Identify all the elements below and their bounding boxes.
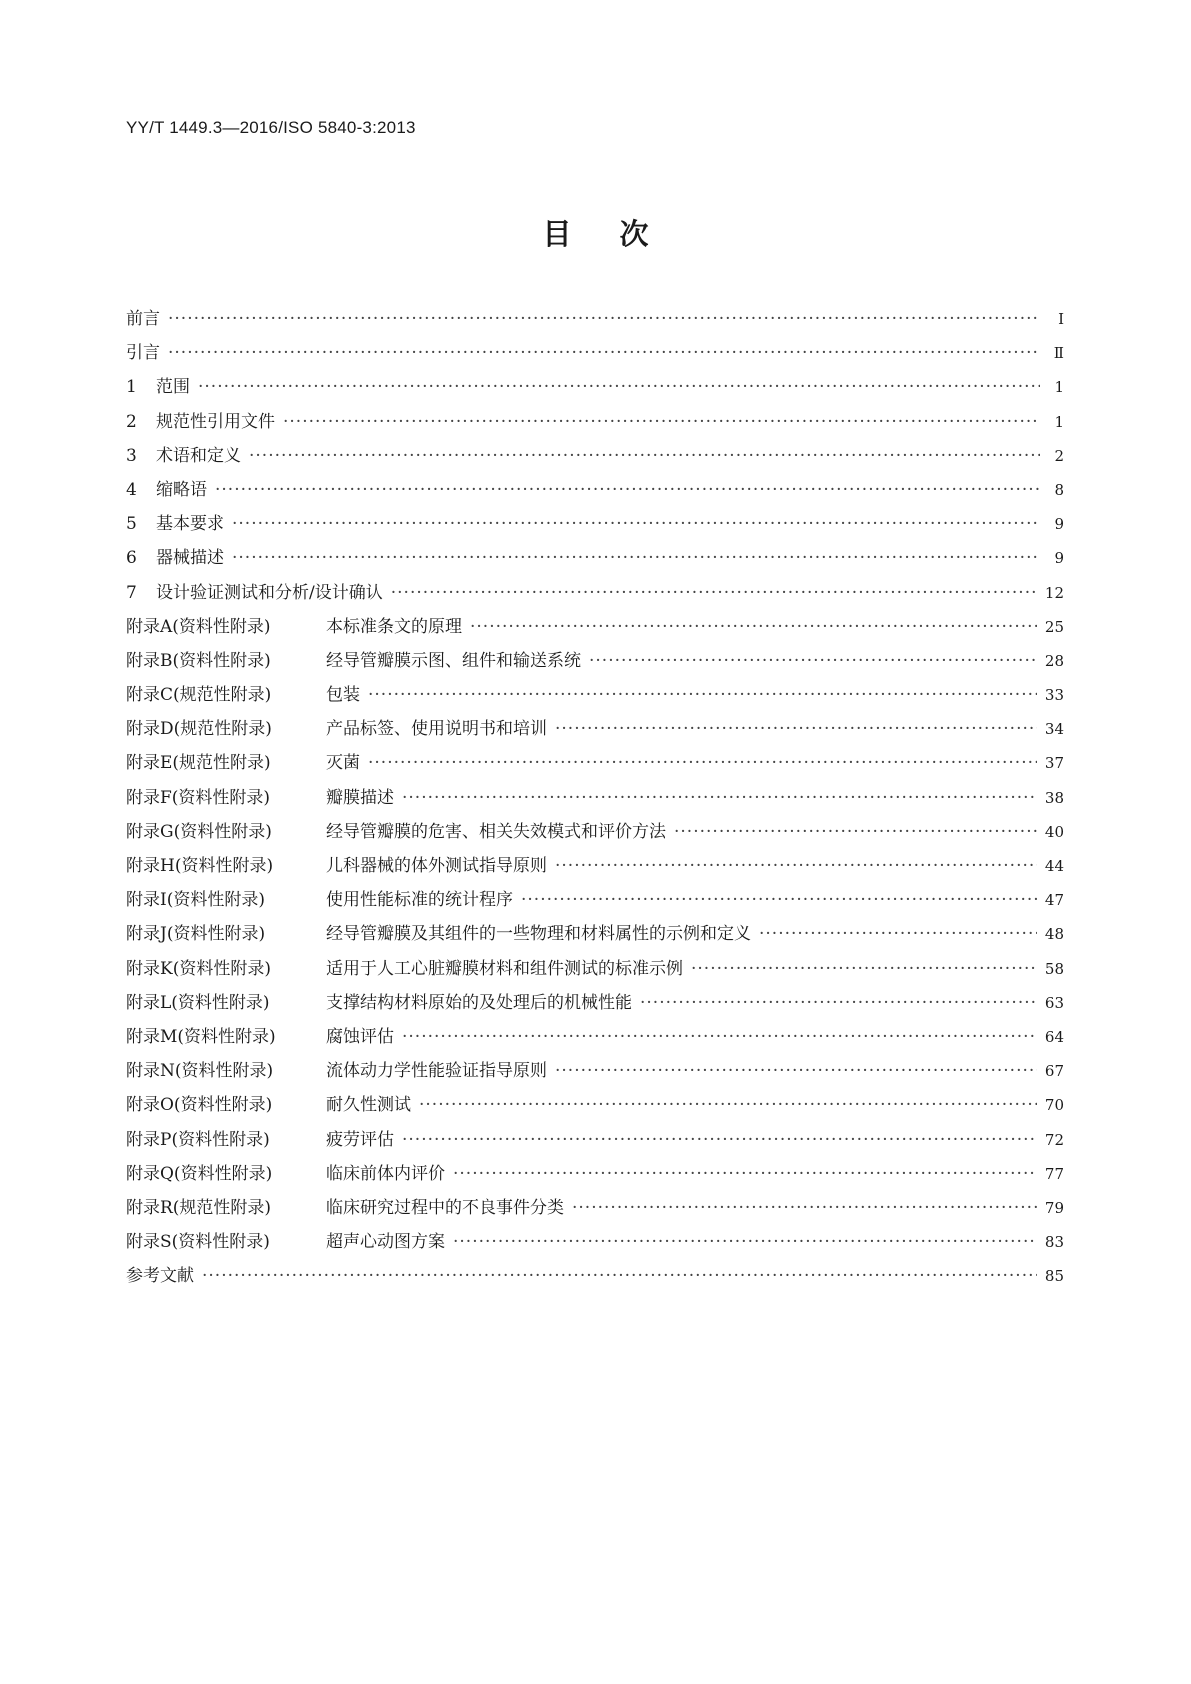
toc-page-number: 77 [1044, 1164, 1064, 1183]
toc-entry-label [126, 1020, 394, 1054]
toc-entry-label [126, 473, 207, 507]
toc-annex-designation: 附录A(资料性附录) [126, 616, 271, 637]
toc-leader-dots [391, 576, 1037, 610]
toc-page-number: 38 [1044, 788, 1064, 807]
toc-page-number: Ⅰ [1058, 310, 1064, 328]
toc-entry[interactable] [126, 1259, 1064, 1293]
toc-annex-designation: 附录O(资料性附录) [126, 1095, 273, 1116]
toc-entry[interactable] [126, 1123, 1064, 1157]
toc-entry-title: 缩略语 [156, 479, 207, 500]
toc-page-number: 12 [1044, 583, 1064, 602]
toc-leader-dots [368, 746, 1037, 780]
toc-entry[interactable] [126, 576, 1064, 610]
toc-annex-designation: 附录E(规范性附录) [126, 753, 271, 774]
toc-entry-title: 流体动力学性能验证指导原则 [326, 1061, 547, 1082]
toc-page-number: 58 [1044, 959, 1064, 978]
toc-annex-designation: 附录C(规范性附录) [126, 685, 272, 706]
toc-entry-title: 临床前体内评价 [326, 1163, 445, 1184]
toc-leader-dots [470, 610, 1037, 644]
toc-entry-label [126, 712, 547, 746]
toc-page-number: 8 [1054, 480, 1064, 499]
toc-page-number: 1 [1054, 412, 1064, 431]
toc-entry[interactable] [126, 849, 1064, 883]
toc-entry-label [126, 541, 224, 575]
toc-entry-title: 使用性能标准的统计程序 [326, 890, 513, 911]
toc-entry-title: 经导管瓣膜示图、组件和输送系统 [326, 650, 581, 671]
toc-entry-label [126, 781, 394, 815]
toc-page-number: 9 [1054, 549, 1064, 568]
toc-clause-number: 7 [126, 582, 137, 603]
toc-entry[interactable] [126, 712, 1064, 746]
toc-page-number: 37 [1044, 754, 1064, 773]
toc-entry[interactable] [126, 1191, 1064, 1225]
toc-entry-title: 超声心动图方案 [326, 1232, 445, 1253]
toc-leader-dots [555, 849, 1037, 883]
toc-entry-title: 本标准条文的原理 [326, 616, 462, 637]
toc-leader-dots [640, 986, 1037, 1020]
toc-annex-designation: 附录I(资料性附录) [126, 890, 265, 911]
toc-clause-number: 3 [126, 445, 137, 466]
toc-entry[interactable] [126, 610, 1064, 644]
toc-leader-dots [402, 1123, 1037, 1157]
toc-leader-dots [419, 1088, 1037, 1122]
toc-entry-title: 术语和定义 [156, 445, 241, 466]
toc-page-number: 34 [1044, 720, 1064, 739]
toc-page-number: 33 [1044, 686, 1064, 705]
toc-annex-designation: 附录L(资料性附录) [126, 992, 270, 1013]
toc-leader-dots [402, 1020, 1037, 1054]
toc-entry[interactable] [126, 439, 1064, 473]
toc-entry-label [126, 1157, 445, 1191]
toc-entry-label [126, 1191, 564, 1225]
toc-entry[interactable] [126, 746, 1064, 780]
toc-clause-number: 4 [126, 479, 137, 500]
toc-leader-dots [572, 1191, 1037, 1225]
toc-entry-label [126, 610, 462, 644]
toc-leader-dots [215, 473, 1040, 507]
toc-entry-title: 儿科器械的体外测试指导原则 [326, 856, 547, 876]
toc-annex-designation: 附录Q(资料性附录) [126, 1163, 273, 1184]
toc-annex-designation: 附录N(资料性附录) [126, 1061, 274, 1082]
toc-annex-designation: 附录J(资料性附录) [126, 924, 266, 945]
page-title: 目次 [542, 217, 697, 251]
toc-entry[interactable] [126, 541, 1064, 575]
toc-entry-label [126, 576, 383, 610]
toc-entry-title: 范围 [156, 377, 190, 398]
toc-page-number: 79 [1044, 1198, 1064, 1217]
toc-entry-title: 规范性引用文件 [156, 411, 275, 432]
toc-entry-title: 适用于人工心脏瓣膜材料和组件测试的标准示例 [326, 958, 683, 979]
toc-entry[interactable] [126, 507, 1064, 541]
toc-annex-designation: 附录H(资料性附录) [126, 856, 274, 876]
toc-entry-label [126, 1259, 194, 1293]
toc-entry-title: 基本要求 [156, 514, 224, 535]
toc-entry-label [126, 507, 224, 541]
toc-entry[interactable] [126, 781, 1064, 815]
toc-entry-label [126, 1225, 445, 1259]
toc-entry[interactable] [126, 1088, 1064, 1122]
toc-page-number: 1 [1054, 378, 1064, 397]
toc-page-number: 67 [1044, 1062, 1064, 1081]
toc-leader-dots [691, 952, 1037, 986]
toc-page-number: 25 [1044, 617, 1064, 636]
toc-entry-title: 引言 [126, 343, 160, 364]
toc-leader-dots [674, 815, 1037, 849]
table-of-contents [126, 302, 1064, 1293]
toc-entry-label [126, 1054, 547, 1088]
toc-page-number: 40 [1044, 822, 1064, 841]
toc-entry-title: 临床研究过程中的不良事件分类 [326, 1197, 564, 1218]
toc-page-number: 2 [1054, 446, 1064, 465]
toc-leader-dots [249, 439, 1040, 473]
toc-entry[interactable] [126, 370, 1064, 404]
toc-entry[interactable] [126, 1054, 1064, 1088]
toc-entry[interactable] [126, 1225, 1064, 1259]
toc-leader-dots [402, 781, 1037, 815]
toc-entry[interactable] [126, 1157, 1064, 1191]
toc-leader-dots [453, 1225, 1037, 1259]
toc-leader-dots [555, 1054, 1037, 1088]
toc-entry-label [126, 986, 632, 1020]
toc-entry-label [126, 917, 751, 951]
toc-page-number: 9 [1054, 515, 1064, 534]
toc-annex-designation: 附录R(规范性附录) [126, 1197, 272, 1218]
toc-leader-dots [589, 644, 1037, 678]
toc-entry-label [126, 678, 360, 712]
toc-entry-label [126, 883, 513, 917]
toc-entry-title: 支撑结构材料原始的及处理后的机械性能 [326, 992, 632, 1013]
toc-entry-title: 灭菌 [326, 753, 360, 774]
document-header: YY/T 1449.3—2016/ISO 5840-3:2013 [126, 118, 416, 137]
toc-entry[interactable] [126, 952, 1064, 986]
toc-leader-dots [168, 302, 1040, 336]
toc-entry[interactable] [126, 405, 1064, 439]
toc-entry-title: 包装 [326, 685, 360, 706]
toc-leader-dots [521, 883, 1037, 917]
toc-entry[interactable] [126, 644, 1064, 678]
toc-entry[interactable] [126, 302, 1064, 336]
toc-page-number: 72 [1044, 1130, 1064, 1149]
toc-entry-title: 瓣膜描述 [326, 787, 394, 808]
toc-entry-label [126, 1088, 411, 1122]
toc-clause-number: 5 [126, 514, 137, 535]
toc-entry[interactable] [126, 1020, 1064, 1054]
toc-page-number: 64 [1044, 1027, 1064, 1046]
toc-page-number: 28 [1044, 651, 1064, 670]
toc-leader-dots [368, 678, 1037, 712]
toc-entry-title: 经导管瓣膜及其组件的一些物理和材料属性的示例和定义 [326, 924, 751, 945]
toc-leader-dots [759, 917, 1037, 951]
toc-entry-title: 耐久性测试 [326, 1095, 411, 1116]
toc-leader-dots [453, 1157, 1037, 1191]
toc-page-number: 44 [1044, 857, 1064, 875]
toc-clause-number: 6 [126, 548, 137, 569]
toc-page-number: Ⅱ [1053, 344, 1064, 363]
toc-entry[interactable] [126, 883, 1064, 917]
toc-annex-designation: 附录D(规范性附录) [126, 719, 272, 740]
toc-annex-designation: 附录M(资料性附录) [126, 1026, 276, 1047]
toc-leader-dots [555, 712, 1037, 746]
toc-leader-dots [232, 507, 1040, 541]
toc-entry-label [126, 952, 683, 986]
toc-clause-number: 1 [126, 377, 137, 398]
toc-entry-title: 经导管瓣膜的危害、相关失效模式和评价方法 [326, 821, 666, 842]
toc-entry-label [126, 644, 581, 678]
toc-entry[interactable] [126, 917, 1064, 951]
toc-entry-label [126, 336, 160, 370]
toc-entry[interactable] [126, 678, 1064, 712]
toc-annex-designation: 附录S(资料性附录) [126, 1232, 270, 1253]
toc-entry-label [126, 405, 275, 439]
toc-entry[interactable] [126, 473, 1064, 507]
toc-entry-label [126, 302, 160, 336]
toc-page-number: 63 [1044, 993, 1064, 1012]
toc-entry-label [126, 439, 241, 473]
toc-page-number: 70 [1044, 1096, 1064, 1115]
toc-entry-title: 参考文献 [126, 1266, 194, 1287]
toc-entry-label [126, 370, 190, 404]
toc-entry[interactable] [126, 815, 1064, 849]
toc-entry-title: 设计验证测试和分析/设计确认 [156, 582, 383, 603]
toc-entry-title: 产品标签、使用说明书和培训 [326, 719, 547, 740]
toc-page-number: 47 [1044, 891, 1064, 910]
toc-entry-label [126, 1123, 394, 1157]
toc-entry-label [126, 746, 360, 780]
toc-entry-label [126, 849, 547, 883]
toc-leader-dots [198, 370, 1040, 404]
toc-entry[interactable] [126, 336, 1064, 370]
toc-page-number: 48 [1044, 925, 1064, 944]
toc-leader-dots [283, 405, 1040, 439]
toc-entry-title: 疲劳评估 [326, 1129, 394, 1150]
toc-annex-designation: 附录B(资料性附录) [126, 650, 271, 671]
toc-entry-title: 腐蚀评估 [326, 1026, 394, 1047]
toc-page-number: 83 [1044, 1233, 1064, 1252]
toc-annex-designation: 附录G(资料性附录) [126, 821, 272, 842]
toc-entry[interactable] [126, 986, 1064, 1020]
toc-leader-dots [168, 336, 1040, 370]
toc-page-number: 85 [1044, 1267, 1064, 1286]
toc-entry-title: 前言 [126, 309, 160, 329]
toc-leader-dots [202, 1259, 1037, 1293]
toc-clause-number: 2 [126, 411, 137, 432]
toc-entry-title: 器械描述 [156, 548, 224, 569]
toc-annex-designation: 附录K(资料性附录) [126, 958, 271, 979]
toc-annex-designation: 附录P(资料性附录) [126, 1129, 270, 1150]
toc-leader-dots [232, 541, 1040, 575]
toc-entry-label [126, 815, 666, 849]
toc-annex-designation: 附录F(资料性附录) [126, 787, 271, 808]
